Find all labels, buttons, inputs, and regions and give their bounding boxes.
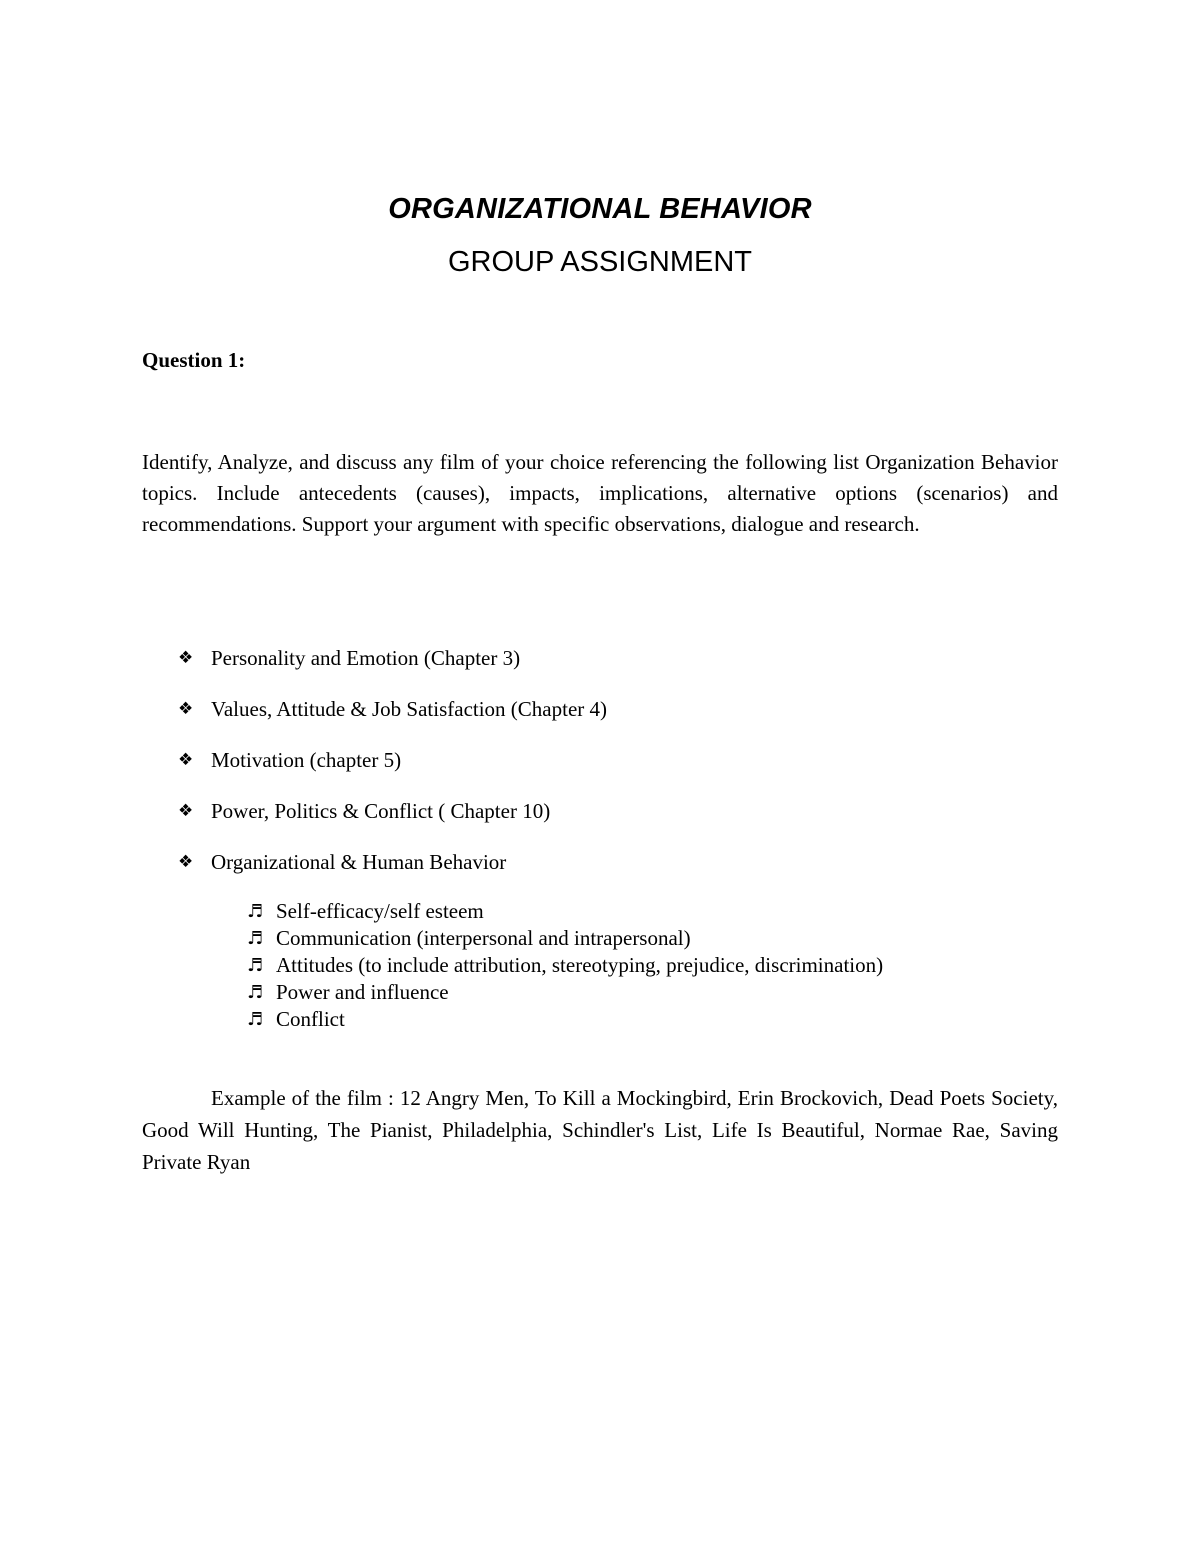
music-note-bullet-icon: ♬: [247, 901, 264, 922]
diamond-bullet-icon: ❖: [178, 801, 194, 821]
diamond-bullet-icon: ❖: [178, 699, 194, 719]
topic-label: Power, Politics & Conflict ( Chapter 10): [211, 799, 551, 823]
list-item: [178, 692, 607, 743]
music-note-bullet-icon: ♬: [247, 928, 264, 949]
document-subtitle: GROUP ASSIGNMENT: [447, 246, 753, 278]
list-item: [178, 845, 607, 896]
list-item: [247, 952, 883, 979]
list-item: [247, 979, 883, 1006]
list-item: [247, 1006, 883, 1033]
list-item: [178, 641, 607, 692]
music-note-bullet-icon: ♬: [247, 955, 264, 976]
film-examples: Example of the film : 12 Angry Men, To Kill a Mockingbird, Erin Brockovich, Dead Poets Society, Good Will Hunting, The Pianist, Philadelphia, Schindler's List, Life Is Beautiful, Normae Rae, Saving Private Ryan: [142, 1086, 1058, 1174]
list-item: [247, 898, 883, 925]
topic-label: Values, Attitude & Job Satisfaction (Chapter 4): [211, 697, 608, 721]
music-note-bullet-icon: ♬: [247, 982, 264, 1003]
music-note-bullet-icon: ♬: [247, 1009, 264, 1030]
topic-label: Motivation (chapter 5): [211, 748, 402, 772]
list-item: [247, 925, 883, 952]
subtopic-label: Communication (interpersonal and intrapersonal): [276, 926, 691, 950]
topic-list: [178, 641, 607, 896]
subtopic-list: [247, 898, 883, 1033]
list-item: [178, 743, 607, 794]
list-item: [178, 794, 607, 845]
topic-label: Personality and Emotion (Chapter 3): [211, 646, 521, 670]
question-heading: Question 1:: [142, 348, 246, 372]
subtopic-label: Conflict: [276, 1007, 345, 1031]
subtopic-label: Self-efficacy/self esteem: [276, 899, 484, 923]
topic-label: Organizational & Human Behavior: [211, 850, 507, 874]
diamond-bullet-icon: ❖: [178, 852, 194, 872]
question-instructions: Identify, Analyze, and discuss any film of your choice referencing the following list Organization Behavior topics. Include antecedents (causes), impacts, implications, alternative options (scenarios) and recommendations. Support your argument with specific observations, dialogue and research.: [142, 450, 1058, 536]
subtopic-label: Attitudes (to include attribution, stereotyping, prejudice, discrimination): [276, 953, 884, 977]
document-title: ORGANIZATIONAL BEHAVIOR: [388, 193, 812, 225]
diamond-bullet-icon: ❖: [178, 648, 194, 668]
diamond-bullet-icon: ❖: [178, 750, 194, 770]
subtopic-label: Power and influence: [276, 980, 449, 1004]
